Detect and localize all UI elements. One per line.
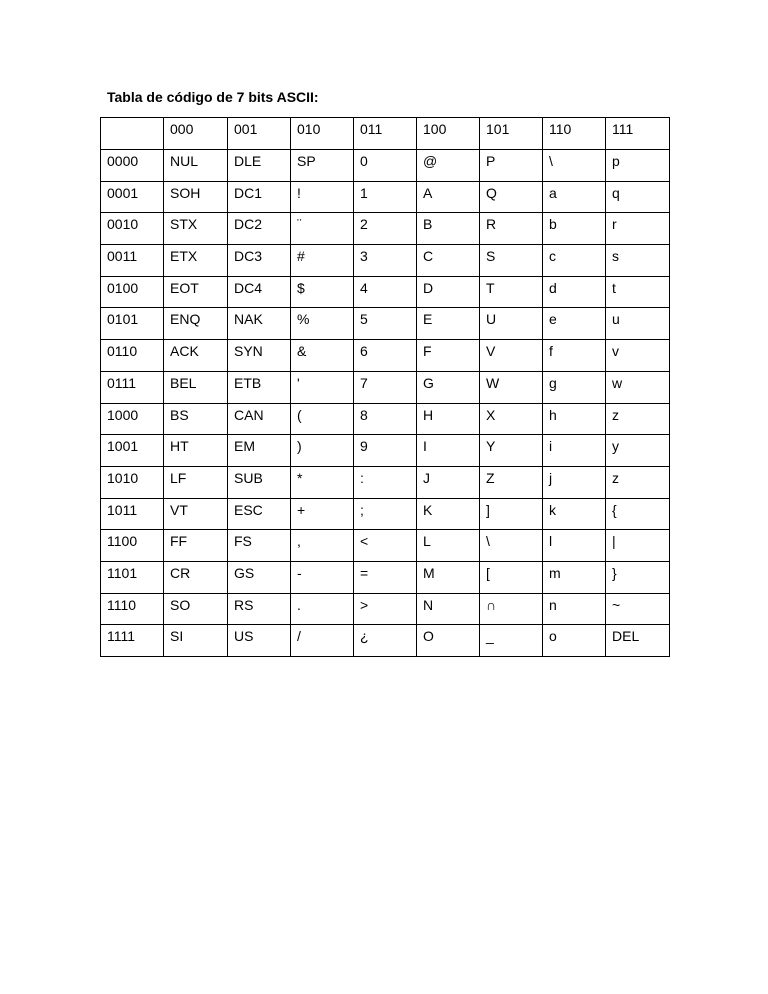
table-cell: / <box>291 625 354 657</box>
table-cell: c <box>543 245 606 277</box>
table-cell: J <box>417 466 480 498</box>
table-cell: m <box>543 561 606 593</box>
table-cell: SUB <box>228 466 291 498</box>
table-cell: i <box>543 435 606 467</box>
table-cell: + <box>291 498 354 530</box>
table-cell: Q <box>480 181 543 213</box>
table-cell: w <box>606 371 670 403</box>
table-cell: ¨ <box>291 213 354 245</box>
table-row <box>101 530 670 562</box>
table-cell: Z <box>480 466 543 498</box>
table-cell: SYN <box>228 340 291 372</box>
table-cell: p <box>606 150 670 182</box>
row-header: 1000 <box>101 403 164 435</box>
table-cell: n <box>543 593 606 625</box>
table-cell: FS <box>228 530 291 562</box>
table-cell: ETB <box>228 371 291 403</box>
table-cell: M <box>417 561 480 593</box>
table-cell: ~ <box>606 593 670 625</box>
table-cell: ] <box>480 498 543 530</box>
table-cell: O <box>417 625 480 657</box>
table-cell: EOT <box>164 276 228 308</box>
table-cell: EM <box>228 435 291 467</box>
table-cell: ! <box>291 181 354 213</box>
column-header: 101 <box>480 118 543 150</box>
table-row <box>101 150 670 182</box>
table-cell: ; <box>354 498 417 530</box>
table-cell: R <box>480 213 543 245</box>
table-cell: \ <box>480 530 543 562</box>
table-row <box>101 466 670 498</box>
table-row <box>101 593 670 625</box>
table-cell: * <box>291 466 354 498</box>
table-cell: t <box>606 276 670 308</box>
table-row <box>101 181 670 213</box>
table-cell: VT <box>164 498 228 530</box>
table-cell: # <box>291 245 354 277</box>
table-cell: A <box>417 181 480 213</box>
table-row <box>101 561 670 593</box>
table-cell: K <box>417 498 480 530</box>
table-cell: a <box>543 181 606 213</box>
table-cell: DC1 <box>228 181 291 213</box>
table-cell: v <box>606 340 670 372</box>
table-cell: NUL <box>164 150 228 182</box>
table-cell: ETX <box>164 245 228 277</box>
table-cell: } <box>606 561 670 593</box>
table-cell: DLE <box>228 150 291 182</box>
table-cell: E <box>417 308 480 340</box>
table-cell: 5 <box>354 308 417 340</box>
table-cell: k <box>543 498 606 530</box>
column-header: 010 <box>291 118 354 150</box>
table-row <box>101 308 670 340</box>
table-cell: CR <box>164 561 228 593</box>
table-cell: ' <box>291 371 354 403</box>
table-cell: H <box>417 403 480 435</box>
table-cell: g <box>543 371 606 403</box>
table-cell: CAN <box>228 403 291 435</box>
row-header: 1100 <box>101 530 164 562</box>
column-header: 011 <box>354 118 417 150</box>
row-header: 1111 <box>101 625 164 657</box>
table-cell: I <box>417 435 480 467</box>
table-cell: 2 <box>354 213 417 245</box>
table-cell: - <box>291 561 354 593</box>
table-cell: & <box>291 340 354 372</box>
table-cell: l <box>543 530 606 562</box>
table-cell: HT <box>164 435 228 467</box>
table-cell: 4 <box>354 276 417 308</box>
table-cell: > <box>354 593 417 625</box>
table-cell: DC3 <box>228 245 291 277</box>
table-cell: SI <box>164 625 228 657</box>
table-cell: % <box>291 308 354 340</box>
table-cell: r <box>606 213 670 245</box>
table-cell: SO <box>164 593 228 625</box>
table-cell: SP <box>291 150 354 182</box>
row-header: 0001 <box>101 181 164 213</box>
table-cell: T <box>480 276 543 308</box>
table-cell: ) <box>291 435 354 467</box>
table-cell: BS <box>164 403 228 435</box>
table-cell: \ <box>543 150 606 182</box>
table-cell: RS <box>228 593 291 625</box>
row-header: 0100 <box>101 276 164 308</box>
corner-cell <box>101 118 164 150</box>
table-row <box>101 340 670 372</box>
row-header: 0010 <box>101 213 164 245</box>
ascii-code-table <box>100 117 670 657</box>
table-cell: 8 <box>354 403 417 435</box>
table-cell: US <box>228 625 291 657</box>
table-cell: h <box>543 403 606 435</box>
table-cell: S <box>480 245 543 277</box>
row-header: 1010 <box>101 466 164 498</box>
table-cell: f <box>543 340 606 372</box>
table-cell: z <box>606 466 670 498</box>
table-cell: q <box>606 181 670 213</box>
table-cell: Y <box>480 435 543 467</box>
table-cell: _ <box>480 625 543 657</box>
table-cell: ∩ <box>480 593 543 625</box>
table-cell: D <box>417 276 480 308</box>
table-cell: N <box>417 593 480 625</box>
table-cell: . <box>291 593 354 625</box>
column-header: 000 <box>164 118 228 150</box>
table-cell: FF <box>164 530 228 562</box>
table-cell: L <box>417 530 480 562</box>
table-cell: B <box>417 213 480 245</box>
table-row <box>101 403 670 435</box>
table-cell: o <box>543 625 606 657</box>
table-cell: GS <box>228 561 291 593</box>
column-header: 100 <box>417 118 480 150</box>
table-cell: b <box>543 213 606 245</box>
table-row <box>101 435 670 467</box>
table-cell: 6 <box>354 340 417 372</box>
table-cell: 9 <box>354 435 417 467</box>
table-cell: 7 <box>354 371 417 403</box>
table-cell: ESC <box>228 498 291 530</box>
table-cell: DC2 <box>228 213 291 245</box>
table-cell: DEL <box>606 625 670 657</box>
table-cell: 0 <box>354 150 417 182</box>
table-cell: SOH <box>164 181 228 213</box>
column-header: 110 <box>543 118 606 150</box>
table-row <box>101 213 670 245</box>
table-row <box>101 371 670 403</box>
table-row <box>101 625 670 657</box>
table-cell: { <box>606 498 670 530</box>
table-cell: BEL <box>164 371 228 403</box>
table-cell: P <box>480 150 543 182</box>
table-cell: W <box>480 371 543 403</box>
column-header-row <box>101 118 670 150</box>
table-cell: ( <box>291 403 354 435</box>
table-cell: = <box>354 561 417 593</box>
table-cell: e <box>543 308 606 340</box>
table-cell: LF <box>164 466 228 498</box>
row-header: 1101 <box>101 561 164 593</box>
row-header: 0111 <box>101 371 164 403</box>
table-cell: G <box>417 371 480 403</box>
document-title: Tabla de código de 7 bits ASCII: <box>107 89 319 105</box>
row-header: 0101 <box>101 308 164 340</box>
table-cell: < <box>354 530 417 562</box>
table-cell: STX <box>164 213 228 245</box>
table-cell: NAK <box>228 308 291 340</box>
table-cell: s <box>606 245 670 277</box>
table-cell: ACK <box>164 340 228 372</box>
table-cell: j <box>543 466 606 498</box>
row-header: 0011 <box>101 245 164 277</box>
row-header: 1001 <box>101 435 164 467</box>
table-row <box>101 245 670 277</box>
table-cell: U <box>480 308 543 340</box>
table-cell: 3 <box>354 245 417 277</box>
table-cell: y <box>606 435 670 467</box>
row-header: 0000 <box>101 150 164 182</box>
table-cell: ¿ <box>354 625 417 657</box>
table-cell: : <box>354 466 417 498</box>
table-cell: z <box>606 403 670 435</box>
table-cell: [ <box>480 561 543 593</box>
table-row <box>101 276 670 308</box>
table-row <box>101 498 670 530</box>
column-header: 111 <box>606 118 670 150</box>
table-cell: C <box>417 245 480 277</box>
table-cell: u <box>606 308 670 340</box>
table-cell: $ <box>291 276 354 308</box>
row-header: 1110 <box>101 593 164 625</box>
row-header: 1011 <box>101 498 164 530</box>
table-cell: | <box>606 530 670 562</box>
table-cell: ENQ <box>164 308 228 340</box>
table-cell: @ <box>417 150 480 182</box>
row-header: 0110 <box>101 340 164 372</box>
table-cell: , <box>291 530 354 562</box>
table-cell: F <box>417 340 480 372</box>
table-cell: X <box>480 403 543 435</box>
column-header: 001 <box>228 118 291 150</box>
table-cell: 1 <box>354 181 417 213</box>
table-cell: V <box>480 340 543 372</box>
table-cell: d <box>543 276 606 308</box>
table-cell: DC4 <box>228 276 291 308</box>
